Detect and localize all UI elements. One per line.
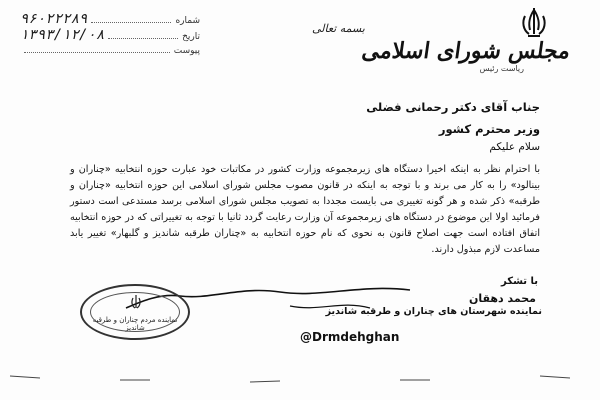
org-subtitle: ریاست رئیس: [479, 64, 524, 73]
attachment-label: پیوست: [173, 46, 200, 56]
letter-body: با احترام نظر به اینکه اخیرا دستگاه های زیرمجموعه وزارت کشور در مکاتبات خود عبارت حوزه انتخابیه «چناران و بینالود» را به کار می برند و با توجه به اینکه در قانون مصوب مجلس شورای اسلامی این حوزه انتخابیه «چناران و طرقبه» ذکر شده و هر گونه تغییری می بایست مجددا به تصویب مجلس شورای اسلامی برسد مستدعی است دستور فرمائید اولا این موضوع در دستگاه های زیرمجموعه آن وزارت رعایت گردد ثانیا با توجه به تغییراتی که در حوزه انتخابیه اتفاق افتاده است جهت اصلاح قانون به نحوی که نام حوزه انتخابیه به «چناران طرقبه شاندیز و گلبهار» تغییر یابد مساعدت لازم مبذول دارند.: [70, 164, 540, 255]
org-logo: [359, 38, 572, 74]
letter-meta: [20, 12, 200, 60]
meta-date-row: [20, 28, 200, 44]
meta-attachment-row: [20, 44, 200, 60]
org-name: مجلس شورای اسلامی: [359, 38, 572, 64]
signatory-title: نماینده شهرستان های چناران و طرقبه شاندیز: [325, 306, 542, 317]
official-stamp: [80, 284, 190, 340]
stamp-text: نماینده مردم چناران و طرقبه شاندیز: [92, 316, 178, 332]
meta-dotted-line: [91, 22, 171, 23]
date-value: ۱۳۹۳/۱۲/۰۸: [20, 27, 105, 43]
closing: با تشکر: [501, 276, 538, 287]
number-value: ۹۶۰۲۲۲۸۹: [20, 11, 88, 27]
meta-dotted-line: [108, 38, 178, 39]
date-label: تاریخ: [182, 32, 200, 42]
bottom-scan-marks: [0, 356, 600, 386]
stamp-emblem-icon: [129, 294, 143, 310]
meta-dotted-line: [24, 52, 170, 53]
addressee-block: [366, 96, 540, 140]
number-label: شماره: [175, 16, 200, 26]
signatory-name: محمد دهقان: [468, 292, 536, 305]
greeting: سلام علیکم: [489, 141, 540, 153]
addressee-name: جناب آقای دکتر رحمانی فضلی: [366, 100, 540, 114]
iran-emblem-icon: [516, 6, 552, 40]
meta-number-row: [20, 12, 200, 28]
bismillah-mark: بسمه تعالی: [312, 22, 365, 35]
addressee-title: وزیر محترم کشور: [438, 122, 540, 136]
social-handle: @Drmdehghan: [300, 330, 400, 344]
